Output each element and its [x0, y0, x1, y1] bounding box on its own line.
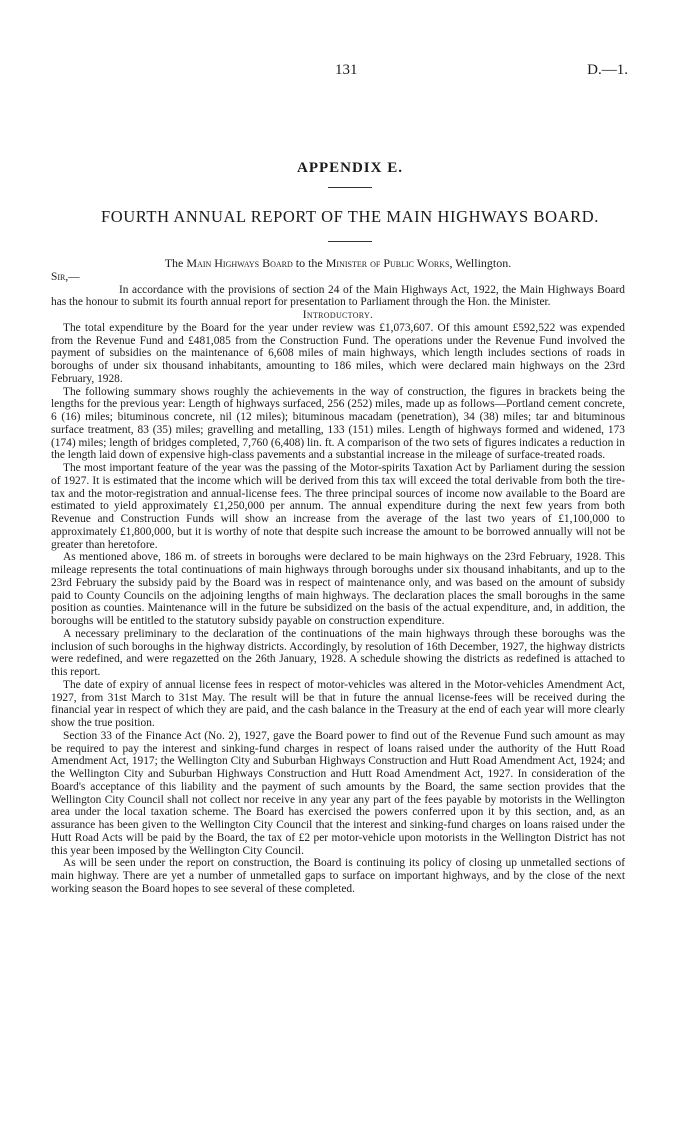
divider: [328, 187, 372, 188]
document-reference: D.—1.: [587, 62, 628, 78]
section-heading: Introductory.: [302, 309, 374, 321]
paragraph: As will be seen under the report on construction, the Board is continuing its policy of closing up unmetalled sections of main highway. There are yet a number of unmetalled gaps to surface on important highways, and by the close of the next working season the Board hopes to see several of these completed.: [51, 857, 625, 895]
report-body: [51, 257, 625, 896]
paragraph: A necessary preliminary to the declaration of the continuations of the main highways through these boroughs was the inclusion of such boroughs in the highway districts. Accordingly, by resolution of 16th December, 1927, the highway districts were redefined, and were regazetted on the 26th January, 1928. A schedule showing the districts as redefined is attached to this report.: [51, 627, 625, 678]
paragraph: Section 33 of the Finance Act (No. 2), 1927, gave the Board power to find out of the Revenue Fund such amount as may be required to pay the interest and sinking-fund charges in respect of loans raised under the authority of the Hutt Road Amendment Act, 1917; the Wellington City and Suburban Highways Construction and Hutt Road Amendment Act, 1924; and the Wellington City and Suburban Highways Construction and Hutt Road Amendment Act, 1927. In consideration of the Board's acceptance of this liability and the payment of such amounts by the Board, the same section provides that the Wellington City Council shall not collect nor receive in any year any part of the fees payable by motorists in the Wellington area under the local taxation scheme. The Board has exercised the powers conferred upon it by this section, and, as an assurance has been given to the Wellington City Council that the interest and sinking-fund charges on loans raised under the Hutt Road Acts will be paid by the Board, the tax of £2 per motor-vehicle upon motorists in the Wellington District has not this year been imposed by the Wellington City Council.: [51, 729, 625, 857]
board-name: Main Highways Board: [186, 256, 293, 270]
salutation: Sir,—: [51, 270, 80, 283]
report-title: FOURTH ANNUAL REPORT OF THE MAIN HIGHWAYS BOARD.: [100, 207, 600, 226]
paragraph: The total expenditure by the Board for the year under review was £1,073,607. Of this amount £592,522 was expended from the Revenue Fund and £481,085 from the Construction Fund. The operations under the Revenue Fund involved the payment of subsidies on the maintenance of 6,608 miles of main highways, which length includes sections of roads in boroughs of under six thousand inhabitants, amounting to 186 miles, which were declared main highways on the 23rd February, 1928.: [51, 321, 625, 385]
paragraph: The following summary shows roughly the achievements in the way of construction, the figures in brackets being the lengths for the previous year: Length of highways surfaced, 256 (252) miles, made up as follows—Portland cement concrete, 6 (16) miles; bituminous concrete, nil (12 miles); bituminous macadam (penetration), 34 (38) miles; tar and bituminous surface treatment, 83 (35) miles; gravelling and metalling, 133 (151) miles. Length of highways formed and widened, 173 (174) miles; length of bridges completed, 7,760 (6,408) lin. ft. A comparison of the two sets of figures indicates a reduction in the length laid down of expensive high-class pavements and a substantial increase in the mileage of surface-treated roads.: [51, 385, 625, 462]
appendix-title: APPENDIX E.: [296, 160, 403, 176]
page-number: 131: [335, 62, 358, 78]
paragraph: The date of expiry of annual license fees in respect of motor-vehicles was altered in the Motor-vehicles Amendment Act, 1927, from 31st March to 31st May. The result will be that in future the annual license-fees will be received during the financial year in respect of which they are paid, and the cash balance in the Treasury at the end of each year will more clearly show the true position.: [51, 678, 625, 729]
page-header: [0, 62, 700, 82]
paragraph: The most important feature of the year was the passing of the Motor-spirits Taxation Act by Parliament during the session of 1927. It is estimated that the income which will be derived from this tax will exceed the total derivable from both the tire-tax and the motor-registration and annual-license fees. The three principal sources of income now available to the Board are estimated to yield approximately £1,250,000 per annum. The annual expenditure during the next few years from both Revenue and Construction Funds will show an increase from the average of the last two years of £1,100,000 to approximately £1,800,000, but it is worthy of note that despite such increase the amount to be borrowed annually will not be greater than heretofore.: [51, 462, 625, 551]
minister-name: Minister of Public Works: [325, 256, 450, 270]
paragraph: As mentioned above, 186 m. of streets in boroughs were declared to be main highways on the 23rd February, 1928. This mileage represents the total continuations of main highways through boroughs under six thousand inhabitants, and up to the 23rd February the subsidy paid by the Board was in respect of maintenance only, and was based on the amount of subsidy paid to County Councils on the adjoining lengths of main highways. The declaration places the small boroughs in the same position as counties. Maintenance will in the future be subsidized on the basis of the actual expenditure, and, in addition, the boroughs will be entitled to the statutory subsidy payable on construction expenditure.: [51, 551, 625, 627]
divider: [328, 241, 372, 242]
intro-paragraph: In accordance with the provisions of section 24 of the Main Highways Act, 1922, the Main Highways Board has the honour to submit its fourth annual report for presentation to Parliament through the Hon. the Minister.: [51, 283, 625, 309]
addressing-line: The Main Highways Board to the Minister of Public Works, Wellington.: [164, 256, 512, 270]
